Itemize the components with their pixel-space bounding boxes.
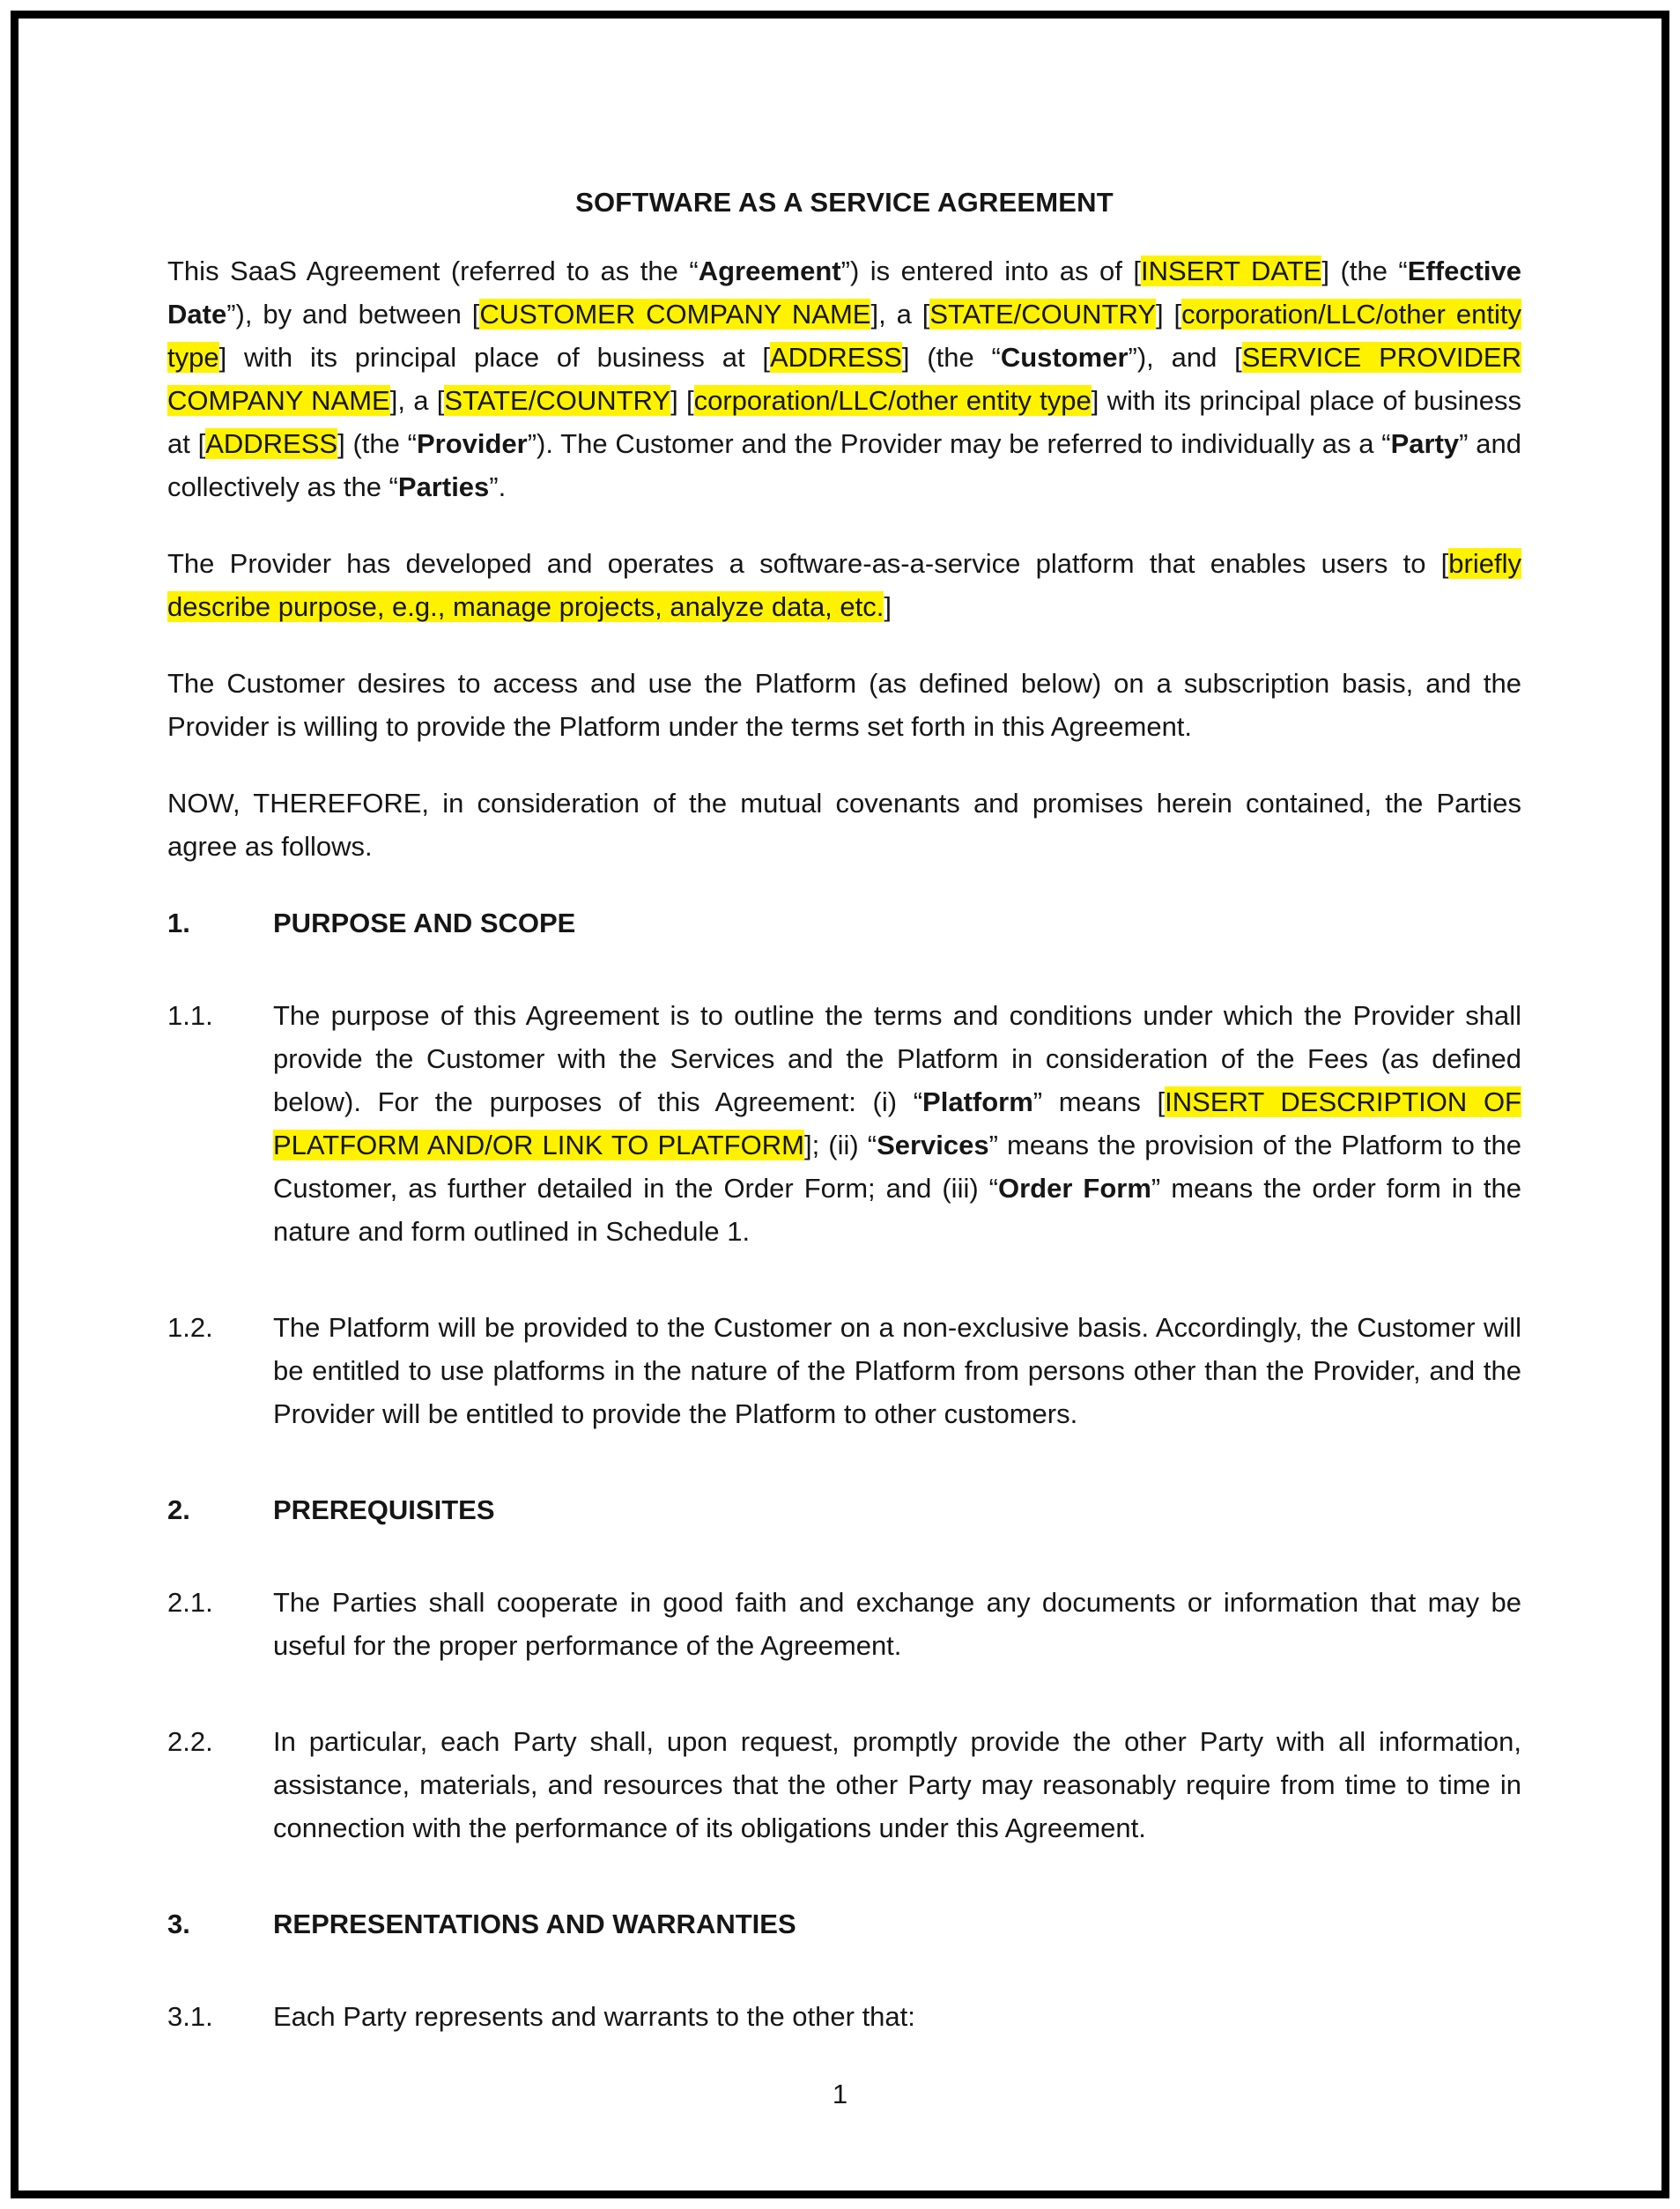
paragraph <box>167 782 1521 868</box>
numbered-clause <box>167 994 1521 1253</box>
document-body <box>167 249 1521 2038</box>
text-run: Each Party represents and warrants to the other that: <box>273 2001 915 2032</box>
paragraph <box>167 249 1521 508</box>
clause-number: 2.1. <box>167 1587 213 1618</box>
clause-number: 1.1. <box>167 1000 213 1031</box>
text-run: ] with its principal place of business at [ <box>218 342 770 373</box>
section-heading <box>167 1902 1521 1946</box>
text-run: ”) is entered into as of [ <box>840 256 1141 286</box>
text-run: ] (the “ <box>1321 256 1408 286</box>
text-run: The Customer desires to access and use the Platform (as defined below) on a subscription basis, and the Provider is willing to provide the Platform under the terms set forth in this Agreement. <box>167 668 1521 742</box>
section-heading-label: PREREQUISITES <box>273 1494 495 1525</box>
clause-text <box>273 1995 1521 2038</box>
numbered-clause <box>167 1995 1521 2038</box>
clause-text <box>273 1581 1521 1667</box>
text-run: ”), by and between [ <box>226 299 480 330</box>
defined-term: Party <box>1390 428 1460 459</box>
defined-term: Customer <box>1000 342 1129 373</box>
page-content <box>19 19 1661 2091</box>
text-run: ] with its principal place of business at [ <box>167 385 1521 459</box>
text-run: NOW, THEREFORE, in consideration of the mutual covenants and promises herein contained, the Parties agree as follows. <box>167 788 1521 862</box>
text-run: This SaaS Agreement (referred to as the “ <box>167 256 699 286</box>
section-heading-label: REPRESENTATIONS AND WARRANTIES <box>273 1909 796 1939</box>
highlighted-placeholder: corporation/LLC/other entity type <box>167 299 1522 373</box>
section-heading <box>167 1488 1521 1531</box>
section-number: 3. <box>167 1909 190 1939</box>
text-run: In particular, each Party shall, upon request, promptly provide the other Party with all information, assistance, materials, and resources that the other Party may reasonably require from time to time in connection with the performance of its obligations under this Agreement. <box>273 1726 1521 1843</box>
defined-term: Parties <box>397 471 490 502</box>
clause-text <box>273 1306 1521 1435</box>
text-run: The Platform will be provided to the Customer on a non-exclusive basis. Accordingly, the Customer will be entitled to use platforms in the nature of the Platform from persons other than the Provider, and the Provider will be entitled to provide the Platform to other customers. <box>273 1312 1521 1429</box>
clause-number: 3.1. <box>167 2001 213 2032</box>
text-run: The purpose of this Agreement is to outline the terms and conditions under which the Provider shall provide the Customer with the Services and the Platform in consideration of the Fees (as defined below). For the purposes of this Agreement: (i) “ <box>273 1000 1521 1117</box>
text-run: ] [ <box>670 385 694 416</box>
highlighted-placeholder: briefly describe purpose, e.g., manage projects, analyze data, etc. <box>167 548 1521 622</box>
section-number: 2. <box>167 1494 190 1525</box>
paragraph <box>167 662 1521 748</box>
text-run: ] [ <box>1156 299 1182 330</box>
defined-term: Provider <box>416 428 528 459</box>
section-heading <box>167 901 1521 945</box>
text-run: ” means the provision of the Platform to the Customer, as further detailed in the Order Form; and (iii) “ <box>273 1130 1521 1204</box>
defined-term: Platform <box>922 1086 1033 1117</box>
highlighted-placeholder: ADDRESS <box>205 428 338 459</box>
highlighted-placeholder: CUSTOMER COMPANY NAME <box>479 299 871 330</box>
numbered-clause <box>167 1581 1521 1667</box>
text-run: ]; (ii) “ <box>803 1130 877 1160</box>
highlighted-placeholder: STATE/COUNTRY <box>444 385 671 416</box>
paragraph <box>167 542 1521 628</box>
clause-number: 1.2. <box>167 1312 213 1343</box>
text-run: ”), and [ <box>1128 342 1242 373</box>
defined-term: Order Form <box>998 1173 1151 1204</box>
text-run: ], a [ <box>389 385 445 416</box>
highlighted-placeholder: SERVICE PROVIDER COMPANY NAME <box>167 342 1521 416</box>
highlighted-placeholder: STATE/COUNTRY <box>929 299 1157 330</box>
clause-text <box>273 994 1521 1253</box>
text-run: ” means [ <box>1032 1086 1166 1117</box>
text-run: The Parties shall cooperate in good faith and exchange any documents or information that may be useful for the proper performance of the Agreement. <box>273 1587 1521 1661</box>
numbered-clause <box>167 1306 1521 1435</box>
defined-term: Agreement <box>698 256 841 286</box>
text-run: The Provider has developed and operates a software-as-a-service platform that enables users to [ <box>167 548 1449 579</box>
clause-text <box>273 1720 1521 1849</box>
text-run: ” and collectively as the “ <box>167 428 1521 502</box>
highlighted-placeholder: INSERT DESCRIPTION OF PLATFORM AND/OR LINK TO PLATFORM <box>273 1086 1521 1160</box>
text-run: ] (the “ <box>901 342 1001 373</box>
highlighted-placeholder: ADDRESS <box>769 342 902 373</box>
numbered-clause <box>167 1720 1521 1849</box>
highlighted-placeholder: INSERT DATE <box>1140 256 1322 286</box>
text-run: ”. <box>489 471 507 502</box>
text-run: ] <box>884 591 892 622</box>
highlighted-placeholder: corporation/LLC/other entity type <box>693 385 1092 416</box>
text-run: ”). The Customer and the Provider may be referred to individually as a “ <box>527 428 1391 459</box>
text-run: ], a [ <box>870 299 930 330</box>
section-number: 1. <box>167 908 190 938</box>
document-title: SOFTWARE AS A SERVICE AGREEMENT <box>575 187 1114 218</box>
clause-number: 2.2. <box>167 1726 213 1757</box>
text-run: ” means the order form in the nature and form outlined in Schedule 1. <box>273 1173 1522 1247</box>
page-number: 1 <box>832 2079 848 2109</box>
section-heading-label: PURPOSE AND SCOPE <box>273 908 576 938</box>
defined-term: Effective Date <box>167 256 1521 330</box>
defined-term: Services <box>877 1130 989 1160</box>
text-run: ] (the “ <box>337 428 417 459</box>
